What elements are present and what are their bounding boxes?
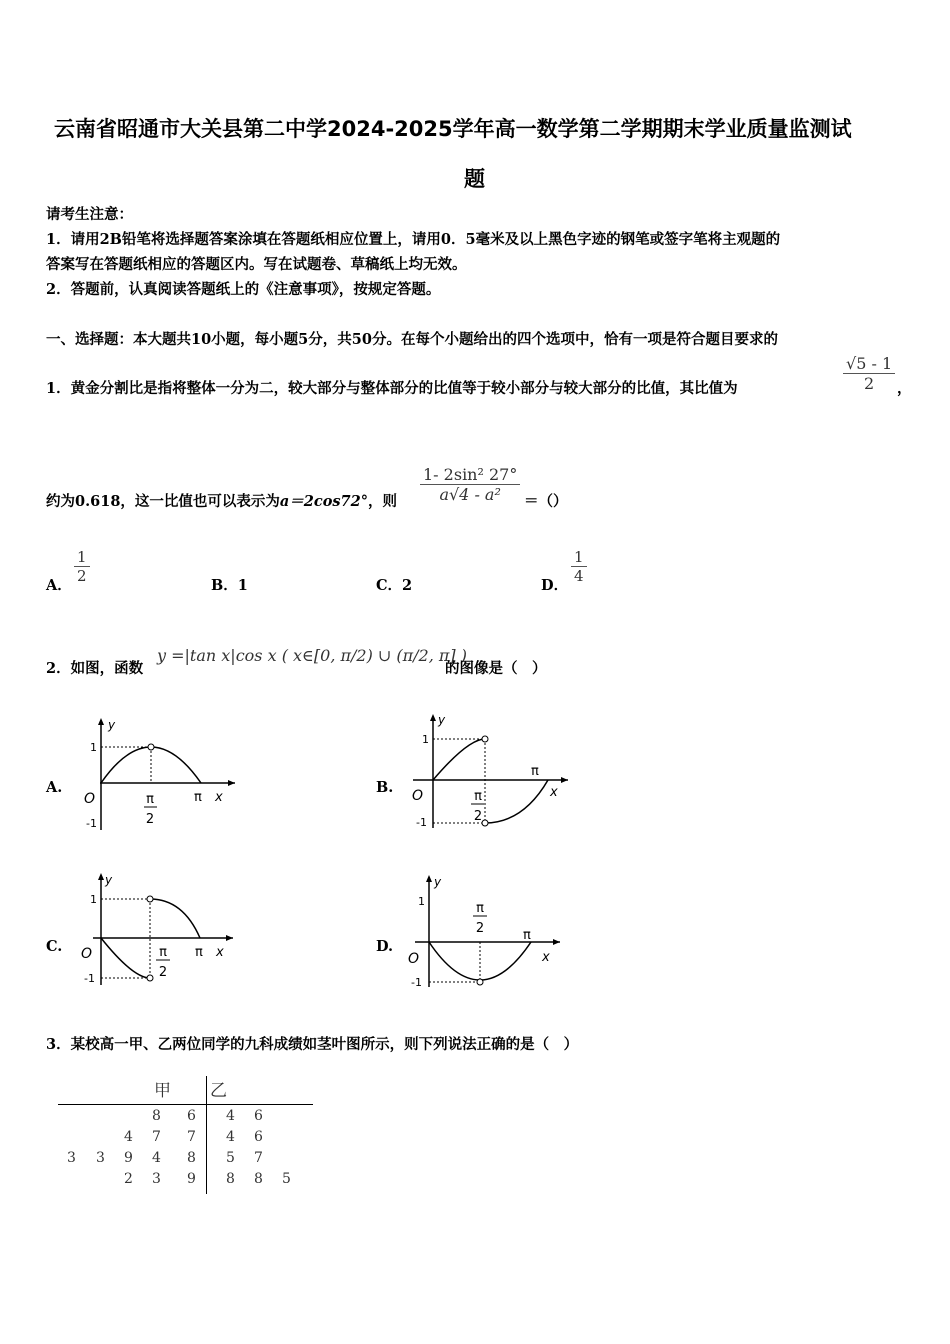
q1-text-b-pre-text: 约为0.618，这一比值也可以表示为 xyxy=(46,493,280,510)
leaf-left: 8 xyxy=(152,1108,161,1124)
axis-x-label: x xyxy=(542,950,550,965)
leaf-left: 3 xyxy=(67,1150,76,1166)
leaf-left: 2 xyxy=(124,1171,133,1187)
axis-pi2-num: π xyxy=(476,901,484,916)
leaf-left: 4 xyxy=(152,1150,161,1166)
axis-pi: π xyxy=(195,945,203,960)
q2-option-a-label[interactable]: A. xyxy=(46,779,63,796)
q1-option-d-den: 4 xyxy=(574,567,584,585)
q2-text-pre: 2．如图，函数 xyxy=(46,660,144,677)
axis-y-label: y xyxy=(108,718,116,732)
leaf-right: 4 xyxy=(226,1129,235,1145)
axis-pi2-den: 2 xyxy=(145,812,155,827)
q1-option-a-num: 1 xyxy=(74,548,90,567)
q1-option-a-label[interactable]: A． xyxy=(46,577,72,594)
q1-expression-numerator: 1- 2sin² 27° xyxy=(420,465,520,485)
q1-ratio-fraction xyxy=(843,354,895,393)
stem: 9 xyxy=(187,1171,196,1187)
q2-graph-a[interactable] xyxy=(80,715,240,835)
axis-neg-one: -1 xyxy=(411,976,422,989)
page-title-line1: 云南省昭通市大关县第二中学2024-2025学年高一数学第二学期期末学业质量监测试 xyxy=(54,117,852,141)
notice-item-2: 2．答题前，认真阅读答题纸上的《注意事项》，按规定答题。 xyxy=(46,281,441,298)
header-yi: 乙 xyxy=(210,1081,227,1101)
q2-graph-c[interactable] xyxy=(78,870,238,990)
q1-text-b-eq: a＝2cos72° xyxy=(279,493,368,510)
q1-option-c-value: 2 xyxy=(402,577,413,594)
axis-x-label: x xyxy=(215,790,223,805)
leaf-left: 3 xyxy=(152,1171,161,1187)
leaf-right: 5 xyxy=(282,1171,291,1187)
plot-vertical-rule xyxy=(206,1076,207,1194)
axis-one: 1 xyxy=(418,895,425,908)
axis-neg-one: -1 xyxy=(84,972,95,985)
axis-y-label: y xyxy=(434,875,442,889)
axis-pi: π xyxy=(194,790,202,805)
leaf-left: 7 xyxy=(152,1129,161,1145)
q1-ratio-numerator: √5 - 1 xyxy=(843,354,895,374)
axis-x-label: x xyxy=(550,785,558,800)
axis-y-label: y xyxy=(105,873,113,887)
stem: 8 xyxy=(187,1150,196,1166)
axis-origin: O xyxy=(412,788,424,804)
q1-option-b[interactable] xyxy=(211,574,248,595)
header-jia: 甲 xyxy=(154,1081,171,1101)
axis-neg-one: -1 xyxy=(416,816,427,829)
leaf-left: 3 xyxy=(96,1150,105,1166)
axis-one: 1 xyxy=(90,893,97,906)
q1-text-b-post: ，则 xyxy=(367,493,397,510)
notice-item-1a: 1．请用2B铅笔将选择题答案涂填在答题纸相应位置上，请用0．5毫米及以上黑色字迹的钢笔或签字笔将主观题的 xyxy=(46,231,781,248)
q1-option-d-label[interactable]: D． xyxy=(541,577,569,594)
leaf-right: 7 xyxy=(254,1150,263,1166)
leaf-right: 6 xyxy=(254,1129,263,1145)
q1-text-b-end: ＝（） xyxy=(524,493,568,510)
axis-pi: π xyxy=(531,764,539,779)
q2-option-c-label[interactable]: C. xyxy=(46,938,63,955)
q1-option-c-label: C． xyxy=(376,577,403,594)
stem: 7 xyxy=(187,1129,196,1145)
leaf-left: 4 xyxy=(124,1129,133,1145)
q2-graph-b[interactable] xyxy=(398,708,573,833)
q1-option-b-label: B． xyxy=(211,577,238,594)
q3-text: 3．某校高一甲、乙两位同学的九科成绩如茎叶图所示，则下列说法正确的是（ ） xyxy=(46,1036,579,1053)
axis-x-label: x xyxy=(216,945,224,960)
leaf-right: 6 xyxy=(254,1108,263,1124)
stem: 6 xyxy=(187,1108,196,1124)
leaf-right: 4 xyxy=(226,1108,235,1124)
q1-ratio-denominator: 2 xyxy=(863,374,875,393)
axis-origin: O xyxy=(84,791,96,807)
leaf-right: 8 xyxy=(226,1171,235,1187)
axis-pi2-num: π xyxy=(146,792,154,807)
axis-origin: O xyxy=(81,946,93,962)
q1-expression-fraction xyxy=(420,465,520,504)
axis-pi2-num: π xyxy=(159,945,167,960)
q1-option-a-fraction xyxy=(74,548,90,585)
section-heading: 一、选择题：本大题共10小题，每小题5分，共50分。在每个小题给出的四个选项中，恰有一项是符合题目要求的 xyxy=(46,331,778,348)
q2-formula: y =|tan x|cos x ( x∈[0, π/2) ∪ (π/2, π] ) xyxy=(157,646,467,665)
q1-option-c[interactable] xyxy=(376,574,412,595)
q2-text-post: 的图像是（ ） xyxy=(445,660,547,677)
axis-one: 1 xyxy=(90,741,97,754)
stem-leaf-plot xyxy=(58,1070,318,1200)
axis-pi: π xyxy=(523,928,531,943)
q1-comma: ， xyxy=(897,380,912,397)
q1-option-d-num: 1 xyxy=(571,548,587,567)
axis-pi2-den: 2 xyxy=(473,809,483,824)
axis-pi2-num: π xyxy=(474,789,482,804)
plot-horizontal-rule xyxy=(58,1104,313,1105)
leaf-left: 9 xyxy=(124,1150,133,1166)
page-title-line2: 题 xyxy=(464,167,485,191)
leaf-right: 8 xyxy=(254,1171,263,1187)
q1-option-d-fraction xyxy=(571,548,587,585)
q1-expression-denominator: a√4 - a² xyxy=(439,485,501,504)
q2-graph-d[interactable] xyxy=(405,872,565,992)
q1-text-b-pre xyxy=(46,490,397,511)
notice-heading: 请考生注意： xyxy=(46,206,133,223)
q2-option-d-label[interactable]: D. xyxy=(376,938,394,955)
axis-pi2-den: 2 xyxy=(158,965,168,980)
axis-y-label: y xyxy=(438,713,446,727)
axis-origin: O xyxy=(408,951,420,967)
axis-one: 1 xyxy=(422,733,429,746)
axis-pi2-den: 2 xyxy=(475,921,485,936)
notice-item-1b: 答案写在答题纸相应的答题区内。写在试题卷、草稿纸上均无效。 xyxy=(46,256,467,273)
axis-neg-one: -1 xyxy=(86,817,97,830)
leaf-right: 5 xyxy=(226,1150,235,1166)
q1-text-a: 1．黄金分割比是指将整体一分为二，较大部分与整体部分的比值等于较小部分与较大部分的比值，其比值为 xyxy=(46,380,738,397)
q1-option-b-value: 1 xyxy=(237,577,248,594)
q2-option-b-label[interactable]: B. xyxy=(376,779,394,796)
q1-option-a-den: 2 xyxy=(77,567,87,585)
